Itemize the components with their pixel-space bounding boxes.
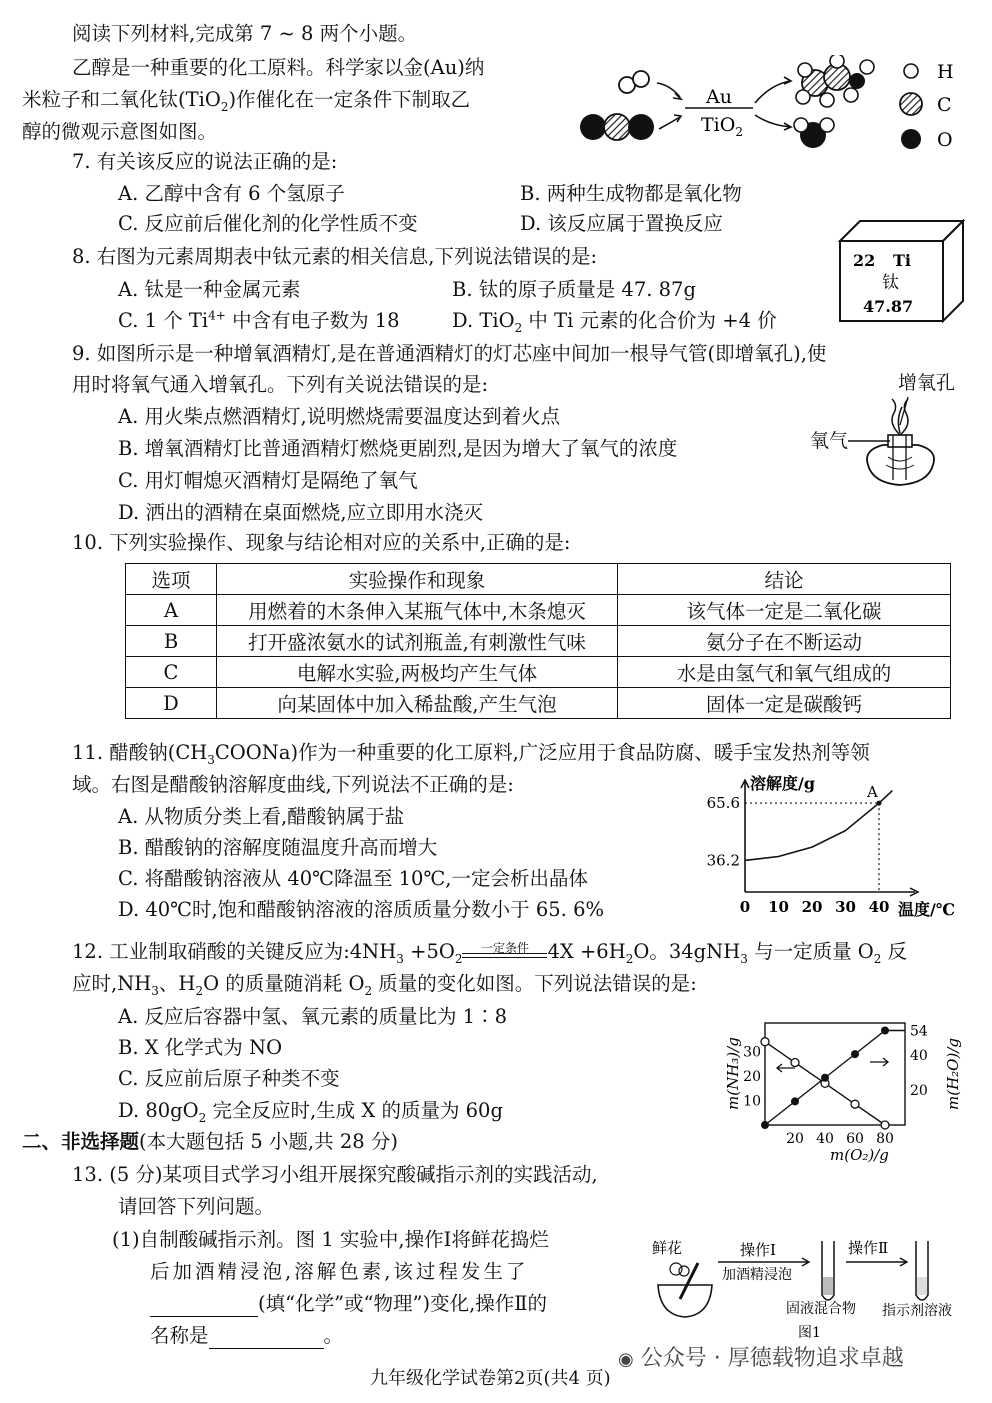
x-tick-label: 20 (801, 898, 823, 916)
x-tick-label: 30 (835, 898, 856, 916)
y-axis-right-label: m(H₂O)/g (944, 1038, 962, 1110)
legend-h: H (937, 61, 954, 83)
table-cell: 氨分子在不断运动 (618, 626, 951, 657)
wechat-icon: ◉ (618, 1349, 634, 1370)
reaction-diagram (575, 55, 985, 165)
table-row (126, 688, 951, 719)
flower-label: 鲜花 (652, 1239, 683, 1257)
table-cell: 用燃着的木条伸入某瓶气体中,木条熄灭 (217, 595, 618, 626)
q9-stem: 9. 如图所示是一种增氧酒精灯,是在普通酒精灯的灯芯座中间加一根导气管(即增氧孔),使 (72, 342, 827, 365)
q10-stem: 10. 下列实验操作、现象与结论相对应的关系中,正确的是: (72, 531, 571, 554)
h2o-point (851, 1050, 859, 1058)
q9-option-b: B. 增氧酒精灯比普通酒精灯燃烧更剧烈,是因为增大了氧气的浓度 (118, 437, 678, 460)
y-right-tick-label: 40 (910, 1048, 928, 1064)
q7-option-c: C. 反应前后催化剂的化学性质不变 (118, 212, 418, 235)
table-cell: 电解水实验,两极均产生气体 (217, 657, 618, 688)
q12-option-b: B. X 化学式为 NO (118, 1036, 283, 1059)
table-header: 实验操作和现象 (217, 564, 618, 595)
q11-stem: 11. 醋酸钠$(CH_3COONa)$作为一种重要的化工原料,广泛应用于食品防腐、暖手宝发热剂等领 (72, 741, 870, 767)
figure-1-diagram (650, 1235, 980, 1350)
y-right-tick-label: 54 (910, 1023, 928, 1040)
q13-stem: 13. (5 分)某项目式学习小组开展探究酸碱指示剂的实践活动, (72, 1163, 598, 1186)
x-axis-label: 温度/℃ (898, 900, 956, 919)
q8-option-b: B. 钛的原子质量是 47. 87g (452, 278, 696, 301)
element-symbol: Ti (893, 251, 911, 270)
nh3-point (881, 1121, 889, 1129)
figure-caption: 图1 (798, 1325, 821, 1341)
page-footer: 九年级化学试卷第2页(共4 页) (370, 1368, 611, 1389)
q7-option-d: D. 该反应属于置换反应 (520, 212, 723, 235)
table-cell: 打开盛浓氨水的试剂瓶盖,有刺激性气味 (217, 626, 618, 657)
table-row (126, 657, 951, 688)
h2o-point (791, 1097, 799, 1105)
x-tick-label: 40 (868, 898, 890, 916)
op1-label: 操作Ⅰ (740, 1241, 776, 1259)
q11-option-b: B. 醋酸钠的溶解度随温度升高而增大 (118, 836, 438, 859)
table-cell: C (126, 657, 217, 688)
table-header-row (126, 564, 951, 595)
label-oxygen: 氧气 (810, 430, 849, 452)
q7-stem: 7. 有关该反应的说法正确的是: (72, 150, 338, 173)
element-number: 22 (853, 251, 876, 270)
answer-blank-2[interactable] (209, 1324, 324, 1349)
table-cell: 固体一定是碳酸钙 (618, 688, 951, 719)
q13-part1: 名称是 。 (150, 1324, 343, 1349)
mix-label: 固液混合物 (786, 1301, 856, 1317)
section-heading: 二、非选择题(本大题包括 5 小题,共 28 分) (22, 1130, 398, 1153)
q11-option-c: C. 将醋酸钠溶液从 40℃降温至 10℃,一定会析出晶体 (118, 867, 588, 890)
h2o-point (881, 1027, 889, 1035)
q8-stem: 8. 右图为元素周期表中钛元素的相关信息,下列说法错误的是: (72, 245, 598, 268)
y-left-tick-label: 20 (743, 1069, 761, 1085)
x-axis-label: m(O₂)/g (830, 1146, 889, 1164)
op2-label: 操作Ⅱ (848, 1239, 889, 1257)
q10-table (125, 563, 951, 719)
table-cell: D (126, 688, 217, 719)
q13-part1: 后加酒精浸泡,溶解色素,该过程发生了 (150, 1260, 529, 1283)
legend-c: C (937, 94, 952, 116)
q13-part1: (填“化学”或“物理”)变化,操作Ⅱ的 (150, 1292, 547, 1317)
h2o-point (761, 1121, 769, 1129)
table-cell: 水是由氢气和氧气组成的 (618, 657, 951, 688)
indicator-label: 指示剂溶液 (882, 1303, 952, 1319)
q7-option-a: A. 乙醇中含有 6 个氢原子 (118, 182, 345, 205)
q13-part1: (1)自制酸碱指示剂。图 1 实验中,操作Ⅰ将鲜花捣烂 (112, 1228, 549, 1251)
intro-line: 醇的微观示意图如图。 (22, 120, 218, 143)
table-header: 选项 (126, 564, 217, 595)
point-a (877, 801, 882, 806)
table-row (126, 626, 951, 657)
q9-stem: 用时将氧气通入增氧孔。下列有关说法错误的是: (72, 373, 489, 396)
q11-option-a: A. 从物质分类上看,醋酸钠属于盐 (118, 805, 405, 828)
catalyst-au-label: Au (706, 86, 732, 108)
q12-stem: 应时$,NH_3$、$H_2O$ 的质量随消耗 $O_2$ 质量的变化如图。下列说法错误的是: (72, 972, 697, 998)
y-left-tick-label: 30 (743, 1044, 761, 1061)
q9-option-c: C. 用灯帽熄灭酒精灯是隔绝了氧气 (118, 469, 418, 492)
y-right-tick-label: 20 (910, 1083, 928, 1099)
label-oxygen-hole: 增氧孔 (898, 372, 956, 394)
q7-option-b: B. 两种生成物都是氧化物 (520, 182, 742, 205)
plot-frame (765, 1023, 905, 1125)
mass-change-chart (720, 1010, 970, 1165)
nh3-point (851, 1100, 859, 1108)
element-mass: 47.87 (863, 297, 914, 316)
table-cell: A (126, 595, 217, 626)
q11-stem: 域。右图是醋酸钠溶解度曲线,下列说法不正确的是: (72, 773, 514, 796)
x-tick-label: 40 (816, 1131, 834, 1147)
nh3-point (761, 1038, 769, 1046)
y-tick-label: 65.6 (706, 794, 740, 813)
q9-option-a: A. 用火柴点燃酒精灯,说明燃烧需要温度达到着火点 (118, 405, 561, 428)
q12-stem: 12. 工业制取硝酸的关键反应为$:4NH_3 +5O_2$ 一定条件 $4X +6H_2O$。34gNH$_3$ 与一定质量 $O_2$ 反 (72, 940, 908, 966)
intro-line: 阅读下列材料,完成第 7 ~ 8 两个小题。 (72, 22, 418, 45)
x-tick-label: 10 (768, 898, 789, 916)
table-cell: 该气体一定是二氧化碳 (618, 595, 951, 626)
nh3-point (791, 1059, 799, 1067)
q11-option-d: D. 40℃时,饱和醋酸钠溶液的溶质质量分数小于 65. 6% (118, 898, 605, 921)
q9-option-d: D. 洒出的酒精在桌面燃烧,应立即用水浇灭 (118, 501, 484, 524)
table-cell: 向某固体中加入稀盐酸,产生气泡 (217, 688, 618, 719)
table-row (126, 595, 951, 626)
h2o-line (765, 1031, 905, 1126)
q12-option-c: C. 反应前后原子种类不变 (118, 1067, 340, 1090)
y-axis-left-label: m(NH₃)/g (724, 1037, 742, 1110)
alcohol-lamp-illustration (848, 395, 958, 495)
q8-option-a: A. 钛是一种金属元素 (118, 278, 301, 301)
y-tick-label: 36.2 (706, 851, 740, 870)
watermark: ◉ 公众号 · 厚德载物追求卓越 (618, 1346, 904, 1371)
table-header: 结论 (618, 564, 951, 595)
q8-option-d: D. TiO$_2$ 中 Ti 元素的化合价为 +4 价 (452, 309, 777, 335)
q8-option-c: C. 1 个 $Ti^{4+}$ 中含有电子数为 18 (118, 308, 400, 332)
x-tick-label: 80 (876, 1131, 894, 1147)
h2o-point (821, 1074, 829, 1082)
point-a-label: A (867, 783, 878, 802)
element-name: 钛 (882, 273, 899, 293)
catalyst-tio2-label: TiO$_2$ (701, 114, 743, 139)
element-card (835, 216, 970, 328)
answer-blank-1[interactable] (150, 1292, 258, 1317)
q12-option-d: D. $80gO_2$ 完全反应时,生成 X 的质量为 60g (118, 1099, 503, 1125)
intro-line: 米粒子和二氧化钛(TiO$_2$)作催化在一定条件下制取乙 (22, 88, 471, 114)
legend-o: O (937, 129, 953, 151)
arrow-right (870, 1058, 888, 1066)
q13-stem: 请回答下列问题。 (118, 1195, 275, 1218)
x-tick-label: 20 (786, 1131, 804, 1147)
solubility-chart (700, 770, 970, 925)
intro-line: 乙醇是一种重要的化工原料。科学家以金(Au)纳 (72, 56, 485, 79)
y-axis-label: 溶解度/g (750, 774, 816, 793)
x-tick-label: 0 (739, 898, 751, 916)
x-tick-label: 60 (846, 1131, 864, 1147)
op1-sub-label: 加酒精浸泡 (722, 1267, 792, 1283)
q12-option-a: A. 反应后容器中氢、氧元素的质量比为 1∶8 (118, 1005, 507, 1028)
table-cell: B (126, 626, 217, 657)
y-left-tick-label: 10 (743, 1093, 761, 1110)
